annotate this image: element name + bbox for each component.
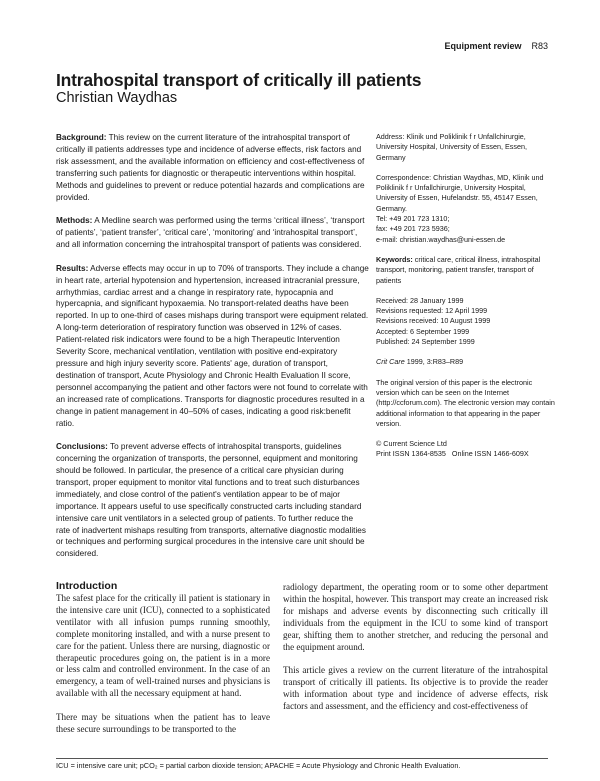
intro-paragraph-1: The safest place for the critically ill patient is stationary in the intensive care unit (ICU), connected to a sophisticated ventilator with all infusion pumps running smoothly, complete monitoring installed, and with a nurse present to care for the patient. Unless there are nursing, diagnostic or therapeutic procedures going on, the patient is in a more or less calm and controlled environment. In the case of an emergency, a team of well-trained nurses and physicians is available with all the necessary equipment at hand. bbox=[56, 593, 270, 699]
abbreviations-footnote: ICU = intensive care unit; pCO₂ = partial carbon dioxide tension; APACHE = Acute Physiology and Chronic Health Evaluation. bbox=[56, 761, 461, 770]
citation: Crit Care 1999, 3:R83–R89 bbox=[376, 357, 464, 367]
page-number: R83 bbox=[531, 41, 548, 51]
article-info-sidebar bbox=[376, 132, 556, 470]
email-link[interactable]: e-mail: christian.waydhas@uni-essen.de bbox=[376, 234, 506, 244]
author-address: Address: Klinik und Poliklinik f r Unfallchirurgie, University Hospital, University of Essen, Essen, Germany bbox=[376, 132, 527, 162]
abstract-results: Results: Adverse effects may occur in up to 70% of transports. They include a change in heart rate, arterial hypotension and hypertension, increased intracranial pressure, arrhythmias, cardiac arrest and a change in respiratory rate, hypocapnia and hypercapnia, and significant hypoxaemia. No transport-related deaths have been reported. In up to one-third of cases mishaps during transport were equipment related. A long-term deterioration of respiratory function was observed in 12% of cases. Patient-related risk indicators were found to be a high Therapeutic Intervention Severity Score, mechanical ventilation, ventilation with positive end-expiratory pressure and high injury severity score. Patients' age, duration of transport, destination of transport, Acute Physiology and Chronic Health Evaluation II score, personnel accompanying the patient and other factors were not found to correlate with an increased rate of complications. Transports for diagnostic procedures resulted in a change in patient management in 40–50% of cases, indicating a good risk:benefit ratio. bbox=[56, 263, 369, 428]
abstract bbox=[56, 132, 369, 572]
intro-paragraph-2: There may be situations when the patient has to leave these secure surroundings to be transported to the bbox=[56, 712, 270, 734]
intro-paragraph-4: This article gives a review on the current literature of the intrahospital transport of critically ill patients. Its objective is to provide the reader with information about type and incidence of adverse effects, risk factors and assessment, and the efficiency and cost-effectiveness of bbox=[283, 665, 548, 712]
section-label: Equipment review bbox=[444, 41, 522, 51]
history-dates: Received: 28 January 1999 Revisions requested: 12 April 1999 Revisions received: 10 August 1999 Accepted: 6 September 1999 Published: 24 September 1999 bbox=[376, 295, 491, 347]
abstract-methods: Methods: A Medline search was performed using the terms ‘critical illness’, ‘transport of patients’, ‘patient transfer’, ‘critical care’, ‘monitoring’ and ‘intrahospital transport’, and all information concerning the intrahospital transport of patients was considered. bbox=[56, 216, 365, 250]
intro-paragraph-3: radiology department, the operating room or to some other department within the hospital, however. This transport may create an increased risk for mishaps and adverse events by disconnecting such critically ill individuals from the equipment in the ICU to some kind of transport gear, shifting them to another stretcher, and reducing the personal and the equipment around. bbox=[283, 582, 548, 652]
footnote-divider bbox=[56, 758, 548, 759]
article-title: Intrahospital transport of critically ill patients bbox=[56, 70, 422, 90]
abstract-background: Background: This review on the current literature of the intrahospital transport of critically ill patients addresses type and incidence of adverse effects, risk factors and risk assessment, and the available information on efficiency and cost-effectiveness of transferring such patients for diagnostic or therapeutic interventions within hospital. Methods and guidelines to prevent or reduce potential hazards and complications are provided. bbox=[56, 133, 365, 202]
copyright-block: © Current Science Ltd Print ISSN 1364-8535 Online ISSN 1466-609X bbox=[376, 439, 529, 459]
running-head bbox=[444, 41, 548, 51]
keywords: Keywords: critical care, critical illness, intrahospital transport, monitoring, patient transfer, transport of patients bbox=[376, 254, 541, 285]
abstract-conclusions: Conclusions: To prevent adverse effects of intrahospital transports, guidelines concerning the organization of transports, the personnel, equipment and monitoring should be followed. In particular, the presence of a critical care physician during transport, proper equipment to monitor vital functions and to treat such disturbances immediately, and close control of the patient's ventilation appear to be of major importance. It appears useful to use specifically constructed carts including standard intensive care unit ventilators in a selected group of patients. To further reduce the rate of inadvertent mishaps resulting from transports, alternative diagnostic modalities or techniques and performing surgical procedures in the intensive care unit should be considered. bbox=[56, 442, 366, 559]
body-column-right bbox=[283, 582, 548, 725]
body-column-left bbox=[56, 593, 270, 748]
correspondence: Correspondence: Christian Waydhas, MD, Klinik und Poliklinik f r Unfallchirurgie, University Hospital, University of Essen, Hufelandstr. 55, 45147 Essen, Germany. Tel: +49 201 723 1310; fax: +49 201 723 5936; e-mail: christian.waydhas@uni-essen.de bbox=[376, 172, 544, 244]
article-author: Christian Waydhas bbox=[56, 90, 178, 106]
introduction-heading: Introduction bbox=[56, 580, 118, 592]
electronic-version-note: The original version of this paper is the electronic version which can be seen on the Internet (http://ccforum.com). The electronic version may contain additional information to that appearing in the paper version. bbox=[376, 377, 555, 428]
